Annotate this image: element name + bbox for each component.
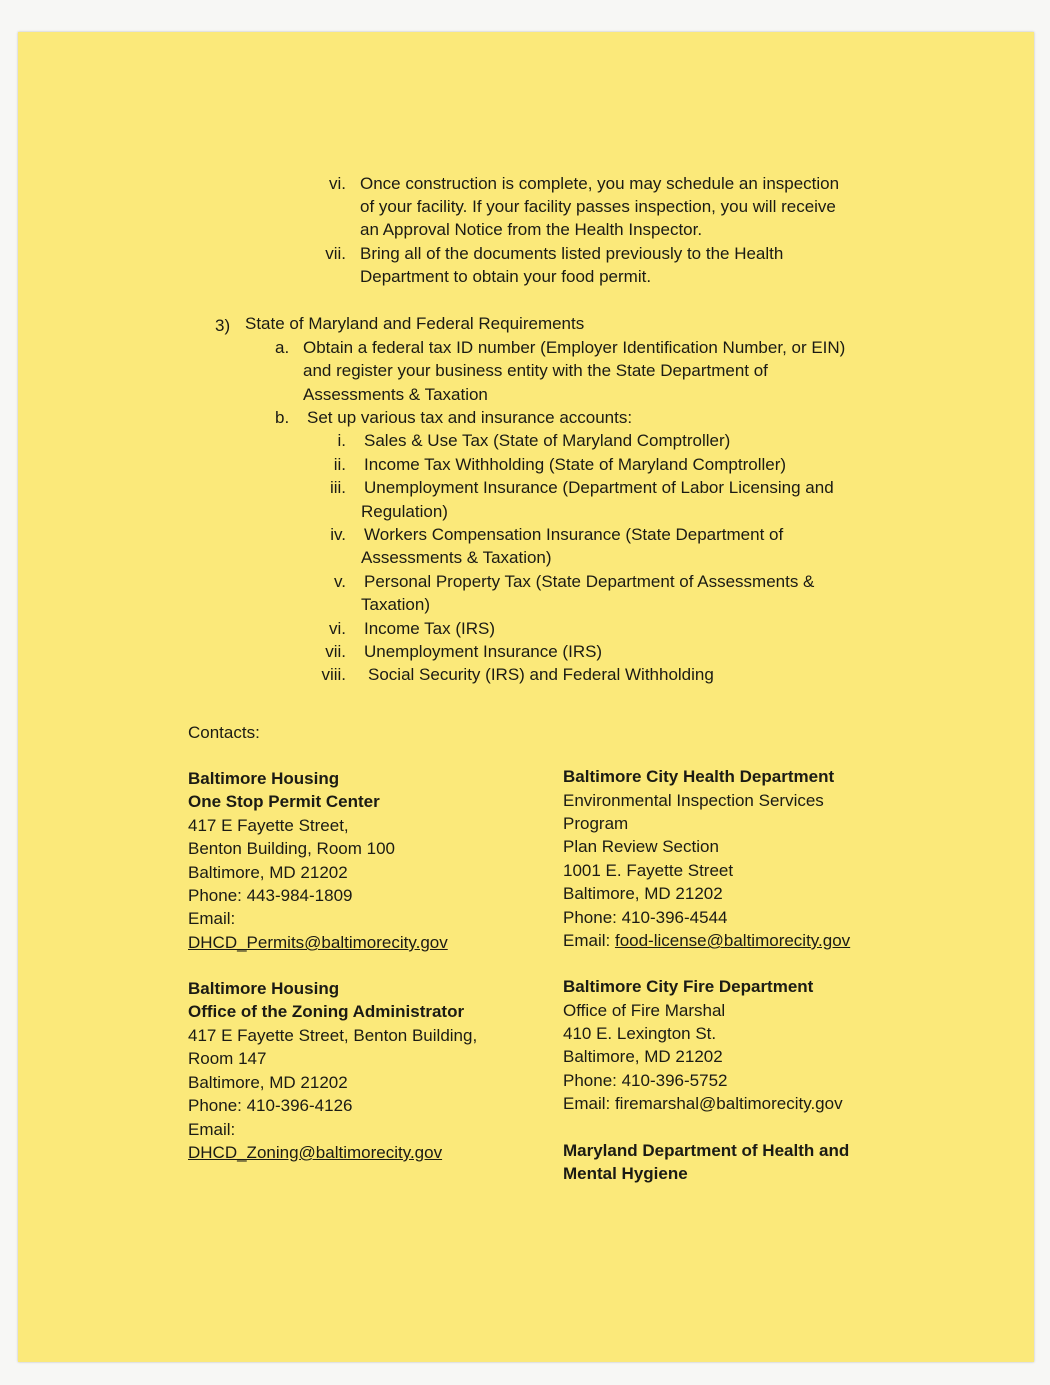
subitem-text-line: Unemployment Insurance (IRS) — [364, 642, 603, 661]
item-letter: b. — [275, 408, 290, 427]
section-number: 3) — [215, 316, 231, 335]
contact-email-label: Email: — [563, 931, 615, 950]
contact-phone: Phone: 410-396-4126 — [188, 1096, 353, 1115]
list-text-line: an Approval Notice from the Health Inspector. — [360, 220, 703, 239]
contact-detail: 1001 E. Fayette Street — [563, 861, 734, 880]
contact-email-row — [563, 929, 850, 952]
subitem-text-line: Income Tax (IRS) — [364, 619, 496, 638]
contact-phone: Phone: 443-984-1809 — [188, 886, 353, 905]
section-title: State of Maryland and Federal Requirements — [245, 314, 585, 333]
contact-email-label: Email: — [188, 909, 236, 928]
contact-detail: Baltimore, MD 21202 — [563, 884, 723, 903]
item-text-line: Assessments & Taxation — [303, 385, 488, 404]
contact-email-link[interactable]: food-license@baltimorecity.gov — [614, 931, 851, 950]
contact-phone: Phone: 410-396-4544 — [563, 908, 728, 927]
contact-detail: 410 E. Lexington St. — [563, 1024, 717, 1043]
list-text-line: Bring all of the documents listed previously to the Health — [360, 244, 784, 263]
subitem-text-line: Sales & Use Tax (State of Maryland Comptroller) — [364, 431, 731, 450]
list-text-line: Once construction is complete, you may schedule an inspection — [360, 174, 840, 193]
contacts-heading: Contacts: — [188, 723, 260, 742]
contact-email[interactable]: Email: firemarshal@baltimorecity.gov — [563, 1094, 843, 1113]
subitem-number: v. — [334, 572, 346, 591]
subitem-number: vi. — [329, 619, 346, 638]
contact-detail: Environmental Inspection Services — [563, 791, 824, 810]
contact-email-label: Email: — [188, 1120, 236, 1139]
subitem-number: viii. — [321, 665, 346, 684]
contact-name: Baltimore City Fire Department — [563, 977, 814, 996]
contact-email-link[interactable]: DHCD_Zoning@baltimorecity.gov — [188, 1143, 443, 1162]
subitem-text-line: Personal Property Tax (State Department of Assessments & — [364, 572, 815, 591]
subitem-number: iv. — [330, 525, 346, 544]
contact-name: Maryland Department of Health and — [563, 1141, 850, 1160]
contact-detail: 417 E Fayette Street, Benton Building, — [188, 1026, 478, 1045]
contact-detail: Room 147 — [188, 1049, 267, 1068]
contact-name: Baltimore Housing — [188, 769, 340, 788]
subitem-number: iii. — [329, 478, 346, 497]
contact-name: Baltimore Housing — [188, 979, 340, 998]
subitem-text-line: Social Security (IRS) and Federal Withholding — [368, 665, 714, 684]
item-text-line: Obtain a federal tax ID number (Employer Identification Number, or EIN) — [303, 338, 846, 357]
contact-name: One Stop Permit Center — [188, 792, 380, 811]
item-letter: a. — [275, 338, 290, 357]
subitem-text-line: Assessments & Taxation) — [361, 548, 552, 567]
contact-detail: Office of Fire Marshal — [563, 1001, 726, 1020]
list-text-line: of your facility. If your facility passes inspection, you will receive — [360, 197, 836, 216]
subitem-number: ii. — [333, 455, 346, 474]
subitem-text-line: Income Tax Withholding (State of Maryland Comptroller) — [364, 455, 787, 474]
contact-detail: Benton Building, Room 100 — [188, 839, 395, 858]
contact-name: Mental Hygiene — [563, 1164, 688, 1183]
item-text-line: Set up various tax and insurance accounts: — [307, 408, 633, 427]
contact-detail: Program — [563, 814, 629, 833]
list-text-line: Department to obtain your food permit. — [360, 267, 652, 286]
subitem-number: vii. — [325, 642, 346, 661]
contact-phone: Phone: 410-396-5752 — [563, 1071, 728, 1090]
subitem-text-line: Unemployment Insurance (Department of Labor Licensing and — [364, 478, 834, 497]
subitem-text-line: Regulation) — [361, 502, 448, 521]
contact-detail: Plan Review Section — [563, 837, 719, 856]
contact-detail: Baltimore, MD 21202 — [188, 863, 348, 882]
item-text-line: and register your business entity with the State Department of — [303, 361, 768, 380]
contact-detail: Baltimore, MD 21202 — [563, 1047, 723, 1066]
contact-name: Office of the Zoning Administrator — [188, 1002, 465, 1021]
list-number: vi. — [329, 174, 346, 193]
subitem-number: i. — [337, 431, 346, 450]
contact-detail: 417 E Fayette Street, — [188, 816, 349, 835]
list-number: vii. — [325, 244, 346, 263]
contact-detail: Baltimore, MD 21202 — [188, 1073, 348, 1092]
contact-email-link[interactable]: DHCD_Permits@baltimorecity.gov — [188, 933, 448, 952]
contact-name: Baltimore City Health Department — [563, 767, 835, 786]
subitem-text-line: Workers Compensation Insurance (State Department of — [364, 525, 784, 544]
subitem-text-line: Taxation) — [361, 595, 430, 614]
